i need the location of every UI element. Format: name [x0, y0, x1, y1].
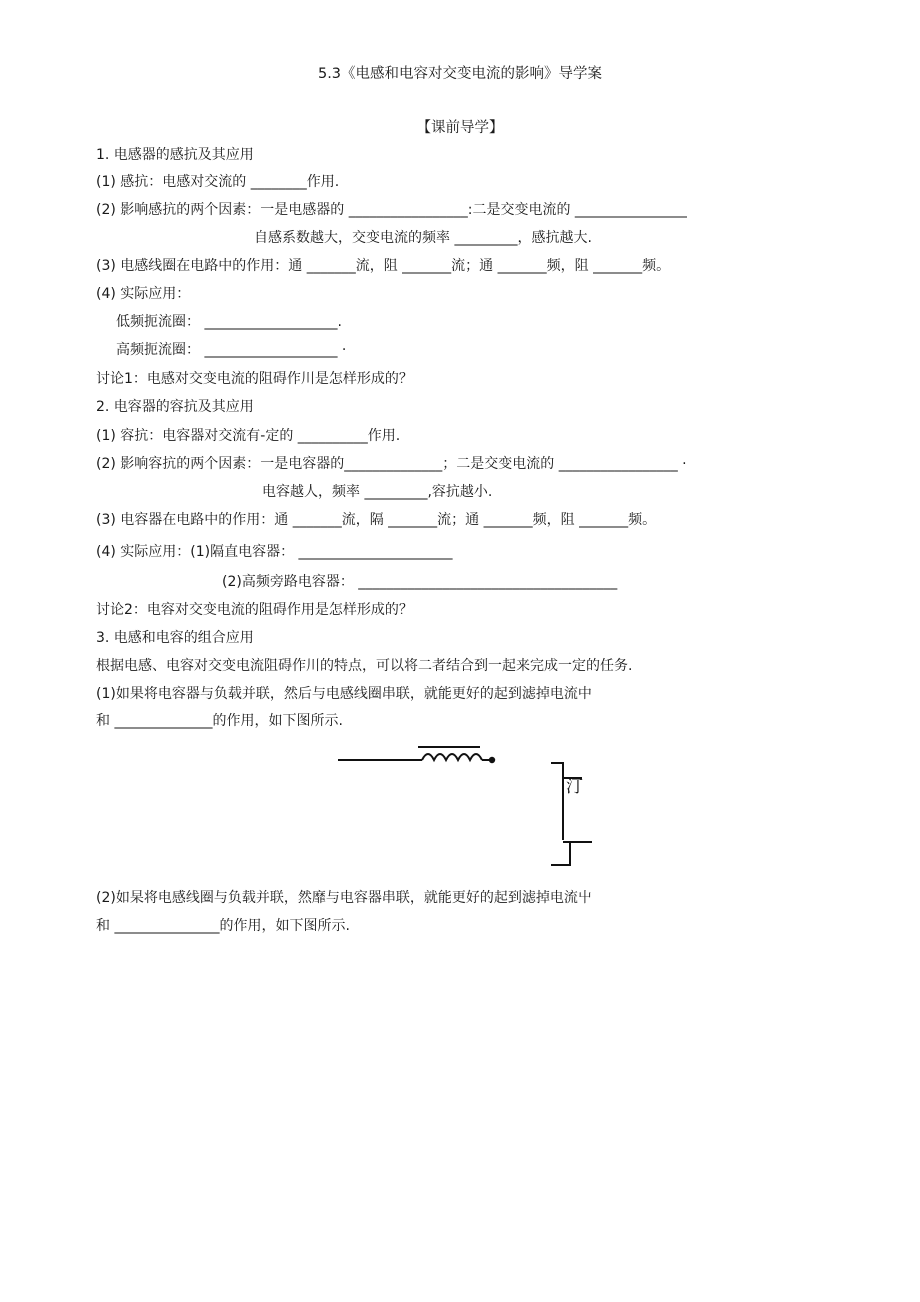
q-capacitor-role: (3) 电容器在电路中的作用：通 _______流，隔 _______流；通 _______频，阻 _______频。 [96, 512, 657, 528]
circuit-vertical-wire [551, 763, 563, 840]
circuit-fragment-glyph: 汀 [566, 777, 583, 797]
q-inductive-reactance: (1) 感抗：电感对交流的 ________作用. [96, 174, 340, 190]
terminal-dot [489, 757, 495, 763]
q-low-freq-choke: 低频扼流圈： ___________________. [116, 314, 342, 330]
inductor-coil [422, 754, 482, 760]
heading-combination: 3. 电感和电容的组合应用 [96, 630, 254, 646]
q-coil-role: (3) 电感线圈在电路中的作用：通 _______流，阻 _______流；通 _______频，阻 _______频。 [96, 258, 671, 274]
q-capacitive-factors: (2) 影响容抗的两个因素：一是电容器的______________；二是交变电流的 _________________ · [96, 456, 687, 472]
discussion-1: 讨论1：电感对交变电流的阻碍作川是怎样形成的？ [96, 371, 413, 387]
q-reactance-factors-cont: 自感系数越大，交变电流的频率 _________，感抗越大. [254, 230, 592, 246]
combination-1-cont: 和 ______________的作用，如下图所示. [96, 713, 343, 729]
heading-capacitor: 2. 电容器的容抗及其应用 [96, 399, 254, 415]
discussion-2: 讨论2：电容对交变电流的阻碍作用是怎样形成的？ [96, 602, 413, 618]
q-bypass-capacitor: (2)高频旁路电容器： _____________________________________ [222, 574, 618, 590]
q-capacitor-application: (4) 实际应用：(1)隔直电容器： ______________________ [96, 544, 453, 560]
q-capacitive-factors-cont: 电容越人，频率 _________,容抗越小. [262, 484, 493, 500]
combination-intro: 根据电感、电容对交变电流阻碍作川的特点，可以将二者结合到一起来完成一定的任务. [96, 658, 633, 674]
heading-inductor: 1. 电感器的感抗及其应用 [96, 147, 254, 163]
combination-2-cont: 和 _______________的作用，如下图所示. [96, 918, 350, 934]
section-heading: 【课前导学】 [416, 120, 504, 136]
circuit-diagram [330, 740, 610, 870]
q-high-freq-choke: 高频扼流圈： ___________________ · [116, 342, 347, 358]
circuit-bottom-wire [551, 842, 570, 865]
combination-1: (1)如果将电容器与负载并联，然后与电感线圈串联，就能更好的起到滤掉电流中 [96, 686, 592, 702]
q-capacitive-reactance: (1) 容抗：电容器对交流有-定的 __________作用. [96, 428, 401, 444]
q-application: (4) 实际应用： [96, 286, 191, 302]
combination-2: (2)如杲将电感线圈与负载并联，然靡与电容器串联，就能更好的起到滤掉电流屮 [96, 890, 592, 906]
document-title: 5.3《电感和电容对交变电流的影响》导学案 [317, 66, 603, 82]
q-reactance-factors: (2) 影响感抗的两个因素：一是电感器的 _________________:二是交变电流的 ________________ [96, 202, 687, 218]
